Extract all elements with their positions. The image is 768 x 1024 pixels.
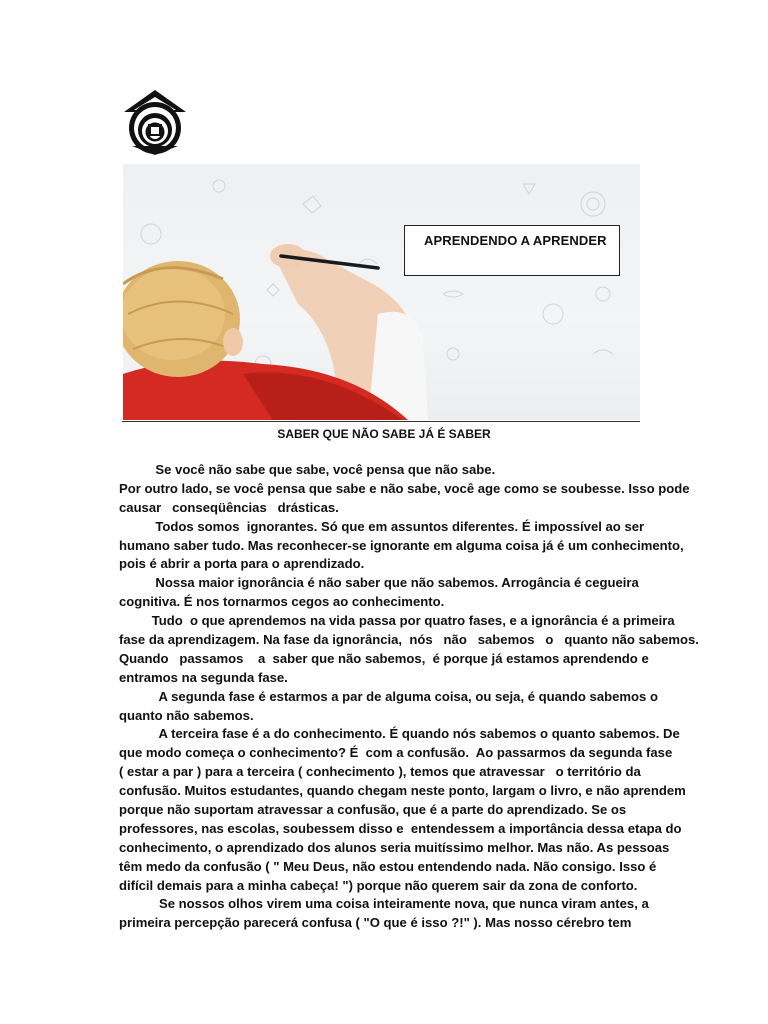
banner-title-box: [404, 225, 620, 276]
article-body: [119, 461, 699, 933]
text-line: humano saber tudo. Mas reconhecer-se ignorante em alguma coisa já é um conhecimento,: [119, 537, 684, 553]
text-line: que modo começa o conhecimento? É com a confusão. Ao passarmos da segunda fase: [119, 745, 673, 761]
text-line: Tudo o que aprendemos na vida passa por quatro fases, e a ignorância é a primeira: [119, 613, 675, 629]
divider: [122, 421, 640, 422]
text-line: Se nossos olhos virem uma coisa inteiramente nova, que nunca viram antes, a: [119, 896, 649, 912]
text-line: Se você não sabe que sabe, você pensa que não sabe.: [119, 462, 496, 477]
text-line: Todos somos ignorantes. Só que em assuntos diferentes. É impossível ao ser: [119, 518, 645, 534]
text-line: ( estar a par ) para a terceira ( conhecimento ), temos que atravessar o território da: [119, 764, 641, 780]
banner-photo: [123, 164, 640, 420]
text-line: cognitiva. É nos tornarmos cegos ao conhecimento.: [119, 594, 445, 610]
text-line: A terceira fase é a do conhecimento. É quando nós sabemos o quanto sabemos. De: [119, 726, 680, 742]
text-line: primeira percepção parecerá confusa ( "O que é isso ?!" ). Mas nosso cérebro tem: [119, 915, 632, 931]
text-line: difícil demais para a minha cabeça! ") porque não querem sair da zona de conforto.: [119, 877, 638, 893]
text-line: porque não suportam atravessar a confusão, que é a parte do aprendizado. Se os: [119, 802, 627, 818]
text-line: Por outro lado, se você pensa que sabe e não sabe, você age como se soubesse. Isso pode: [119, 480, 690, 496]
text-line: entramos na segunda fase.: [119, 669, 288, 685]
text-line: quanto não sabemos.: [119, 707, 254, 723]
text-line: conhecimento, o aprendizado dos alunos seria muitíssimo melhor. Mas não. As pessoas: [119, 839, 670, 855]
text-line: fase da aprendizagem. Na fase da ignorância, nós não sabemos o quanto não sabemos.: [119, 632, 699, 648]
text-line: Quando passamos a saber que não sabemos, é porque já estamos aprendendo e: [119, 650, 649, 666]
page-subtitle: SABER QUE NÃO SABE JÁ É SABER: [277, 427, 491, 441]
banner-title: APRENDENDO A APRENDER: [424, 233, 607, 248]
text-line: causar conseqüências drásticas.: [119, 499, 339, 515]
text-line: pois é abrir a porta para o aprendizado.: [119, 556, 365, 572]
child-writing-illustration: [123, 164, 640, 420]
text-line: têm medo da confusão ( " Meu Deus, não estou entendendo nada. Não consigo. Isso é: [119, 858, 657, 874]
text-line: professores, nas escolas, soubessem disso e entendessem a importância dessa etapa do: [119, 820, 682, 836]
text-line: confusão. Muitos estudantes, quando chegam neste ponto, largam o livro, e não aprendem: [119, 783, 686, 799]
institution-logo-icon: [122, 88, 188, 156]
text-line: A segunda fase é estarmos a par de alguma coisa, ou seja, é quando sabemos o: [119, 688, 658, 704]
text-line: Nossa maior ignorância é não saber que não sabemos. Arrogância é cegueira: [119, 575, 639, 591]
